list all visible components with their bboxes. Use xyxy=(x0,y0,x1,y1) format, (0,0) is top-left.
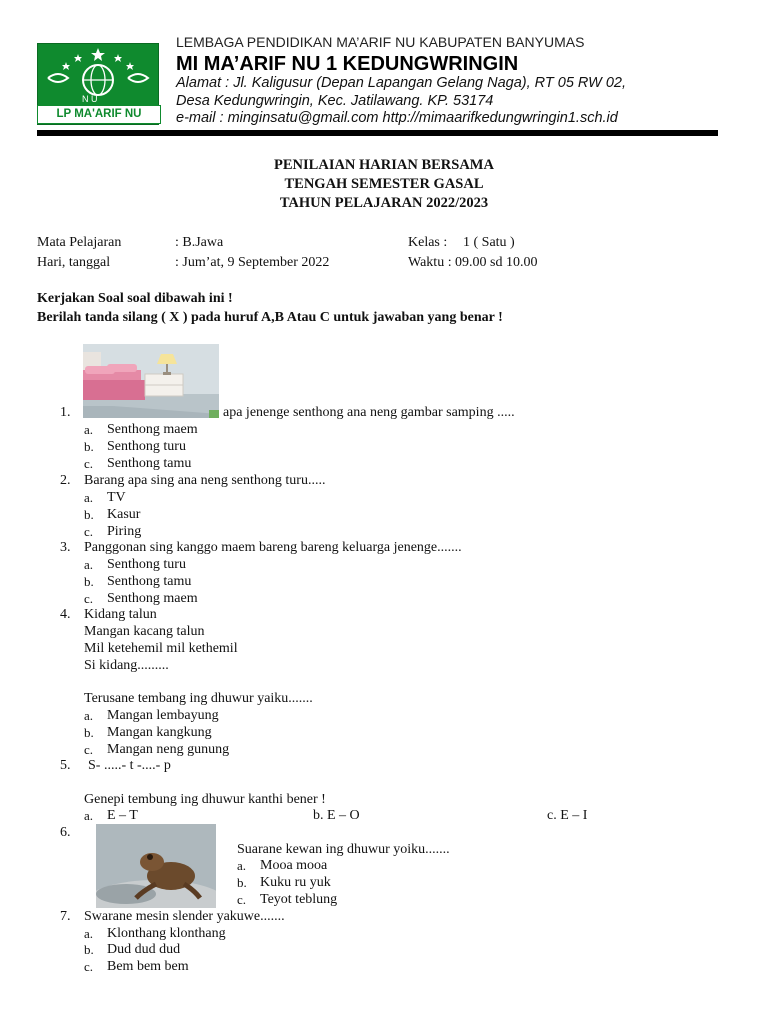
subject-label: Mata Pelajaran xyxy=(37,235,122,250)
q4-number: 4. xyxy=(60,607,71,622)
q6-option-b-letter: b. xyxy=(237,875,247,890)
q6-option-c-letter: c. xyxy=(237,892,247,907)
q2-option-a-letter: a. xyxy=(84,490,94,505)
q7-option-c: Bem bem bem xyxy=(107,959,189,974)
q3-option-a-letter: a. xyxy=(84,557,94,572)
q4-option-b: Mangan kangkung xyxy=(107,725,212,740)
date-label: Hari, tanggal xyxy=(37,255,111,270)
time-label: Waktu : xyxy=(408,255,452,270)
q5-option-a-letter: a. xyxy=(84,808,94,823)
q4-option-a-letter: a. xyxy=(84,708,94,723)
date-value: : Jum’at, 9 September 2022 xyxy=(175,255,330,270)
exam-title-3: TAHUN PELAJARAN 2022/2023 xyxy=(279,195,489,211)
q6-question: Suarane kewan ing dhuwur yoiku....... xyxy=(237,842,450,857)
class-value: 1 ( Satu ) xyxy=(463,235,515,250)
q5-option-b: b. E – O xyxy=(313,808,360,823)
q7-option-a-letter: a. xyxy=(84,926,94,941)
instruction-2: Berilah tanda silang ( X ) pada huruf A,B Atau C untuk jawaban yang benar ! xyxy=(37,310,503,325)
q2-text: Barang apa sing ana neng senthong turu..... xyxy=(84,473,326,488)
instruction-1: Kerjakan Soal soal dibawah ini ! xyxy=(37,291,233,306)
q6-option-a-letter: a. xyxy=(237,858,247,873)
q4-verse-line-2: Mangan kacang talun xyxy=(84,624,205,639)
q4-verse-line-1: Kidang talun xyxy=(84,607,157,622)
q2-option-c-letter: c. xyxy=(84,524,94,539)
q4-option-c: Mangan neng gunung xyxy=(107,742,230,757)
q3-text: Panggonan sing kanggo maem bareng bareng keluarga jenenge....... xyxy=(84,540,462,555)
class-label: Kelas : xyxy=(408,235,448,250)
q7-number: 7. xyxy=(60,909,71,924)
time-value: 09.00 sd 10.00 xyxy=(455,255,538,270)
q3-option-b: Senthong tamu xyxy=(107,574,192,589)
q1-option-a-letter: a. xyxy=(84,422,94,437)
address-line-2: Desa Kedungwringin, Kec. Jatilawang. KP. 53174 xyxy=(176,93,494,109)
q3-option-a: Senthong turu xyxy=(107,557,186,572)
q4-question: Terusane tembang ing dhuwur yaiku....... xyxy=(84,691,313,706)
q5-question: Genepi tembung ing dhuwur kanthi bener ! xyxy=(84,792,326,807)
logo-letters: N U xyxy=(82,94,98,104)
q3-option-c-letter: c. xyxy=(84,591,94,606)
q6-number: 6. xyxy=(60,825,71,840)
bedroom-image xyxy=(83,344,219,418)
q4-verse-line-4: Si kidang......... xyxy=(84,658,169,673)
q5-number: 5. xyxy=(60,758,71,773)
q4-option-b-letter: b. xyxy=(84,725,94,740)
q1-option-a: Senthong maem xyxy=(107,422,198,437)
q3-option-c: Senthong maem xyxy=(107,591,198,606)
q7-option-b-letter: b. xyxy=(84,942,94,957)
frog-image xyxy=(96,824,216,908)
q4-verse-line-3: Mil ketehemil mil kethemil xyxy=(84,641,238,656)
exam-title-2: TENGAH SEMESTER GASAL xyxy=(284,176,484,192)
header-divider xyxy=(37,130,718,136)
q7-text: Swarane mesin slender yakuwe....... xyxy=(84,909,285,924)
q4-option-c-letter: c. xyxy=(84,742,94,757)
nu-globe-emblem xyxy=(38,44,158,106)
address-line-3: e-mail : minginsatu@gmail.com http://mimaarifkedungwringin1.sch.id xyxy=(176,110,618,126)
logo-caption: LP MA'ARIF NU xyxy=(37,105,161,124)
q2-option-a: TV xyxy=(107,490,126,505)
q7-option-a: Klonthang klonthang xyxy=(107,926,226,941)
subject-value: : B.Jawa xyxy=(175,235,224,250)
q4-option-a: Mangan lembayung xyxy=(107,708,219,723)
address-line-1: Alamat : Jl. Kaligusur (Depan Lapangan Gelang Naga), RT 05 RW 02, xyxy=(176,75,627,91)
q1-option-c: Senthong tamu xyxy=(107,456,192,471)
q3-option-b-letter: b. xyxy=(84,574,94,589)
q1-number: 1. xyxy=(60,405,71,420)
q2-option-b: Kasur xyxy=(107,507,141,522)
exam-title-1: PENILAIAN HARIAN BERSAMA xyxy=(274,157,494,173)
q2-option-c: Piring xyxy=(107,524,142,539)
school-name: MI MA’ARIF NU 1 KEDUNGWRINGIN xyxy=(176,53,519,75)
institution-name: LEMBAGA PENDIDIKAN MA’ARIF NU KABUPATEN BANYUMAS xyxy=(176,34,585,50)
q5-option-a: E – T xyxy=(107,808,138,823)
q2-number: 2. xyxy=(60,473,71,488)
q5-puzzle: S- .....- t -....- p xyxy=(88,758,171,773)
q1-text: apa jenenge senthong ana neng gambar samping ..... xyxy=(223,405,515,420)
q1-option-c-letter: c. xyxy=(84,456,94,471)
q7-option-c-letter: c. xyxy=(84,959,94,974)
q6-option-a: Mooa mooa xyxy=(260,858,328,873)
q6-option-c: Teyot teblung xyxy=(260,892,338,907)
q2-option-b-letter: b. xyxy=(84,507,94,522)
q5-option-c: c. E – I xyxy=(547,808,588,823)
q1-option-b-letter: b. xyxy=(84,439,94,454)
q1-option-b: Senthong turu xyxy=(107,439,186,454)
q6-option-b: Kuku ru yuk xyxy=(260,875,331,890)
q7-option-b: Dud dud dud xyxy=(107,942,181,957)
q3-number: 3. xyxy=(60,540,71,555)
